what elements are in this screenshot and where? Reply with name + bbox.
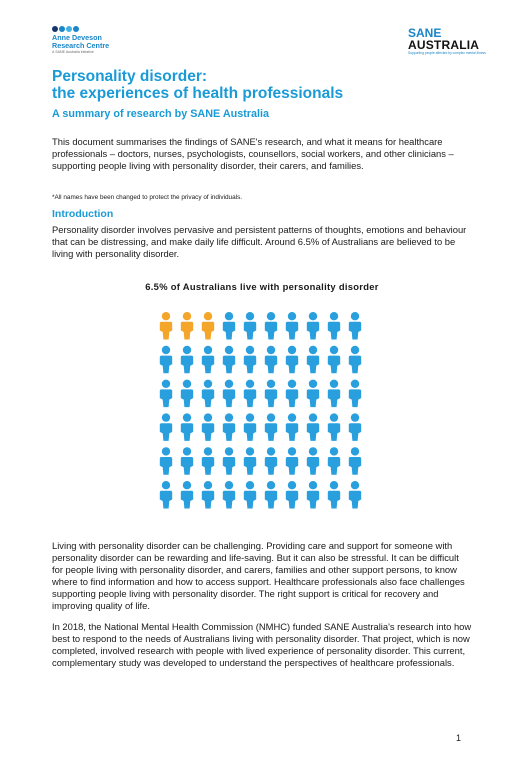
pictogram-title: 6.5% of Australians live with personality disorder: [145, 281, 379, 292]
people-pictogram: [159, 312, 369, 517]
person-icon: [349, 312, 361, 340]
person-icon: [328, 312, 340, 340]
person-icon: [349, 413, 361, 441]
intro-paragraph: This document summarises the findings of SANE's research, and what it means for healthcare professionals – doctors, nurses, psychologists, counsellors, social workers, and other clinicians – supporting people living with personality disorder, their carers, and families.: [52, 136, 454, 171]
person-icon: [223, 447, 235, 475]
research-2018-paragraph: In 2018, the National Mental Health Commission (NMHC) funded SANE Australia's research into how best to respond to the needs of Australians living with personality disorder. That project, which is now completed, involved research with people with lived experience of personality disorder. This current, complementary study was developed to understand the perspectives of healthcare professionals.: [52, 621, 472, 668]
person-icon: [244, 380, 256, 408]
person-icon: [265, 481, 277, 509]
person-icon: [202, 312, 214, 340]
person-icon: [160, 481, 172, 509]
person-icon: [307, 346, 319, 374]
title-line-1: Personality disorder:: [52, 68, 208, 85]
person-icon: [223, 312, 235, 340]
person-icon: [223, 413, 235, 441]
person-icon: [244, 481, 256, 509]
person-icon: [181, 380, 193, 408]
person-icon: [160, 312, 172, 340]
person-icon: [265, 380, 277, 408]
person-icon: [181, 413, 193, 441]
person-icon: [307, 413, 319, 441]
title-line-2: the experiences of health professionals: [52, 85, 344, 102]
person-icon: [286, 481, 298, 509]
person-icon: [160, 413, 172, 441]
person-icon: [286, 413, 298, 441]
person-icon: [223, 380, 235, 408]
person-icon: [202, 481, 214, 509]
introduction-paragraph: Personality disorder involves pervasive and persistent patterns of thoughts, emotions and behaviour that can be distressing, and make daily life difficult. Around 6.5% of Australians are believed to be living with personality disorder.: [52, 224, 467, 259]
person-icon: [223, 481, 235, 509]
adrc-logo: [52, 26, 109, 55]
person-icon: [244, 413, 256, 441]
person-icon: [349, 380, 361, 408]
person-icon: [244, 312, 256, 340]
page-number: 1: [456, 733, 462, 743]
adrc-tagline: A SANE Australia initiative: [52, 50, 94, 54]
person-icon: [265, 413, 277, 441]
person-icon: [181, 346, 193, 374]
person-icon: [328, 413, 340, 441]
person-icon: [328, 346, 340, 374]
person-icon: [244, 346, 256, 374]
person-icon: [160, 447, 172, 475]
person-icon: [349, 346, 361, 374]
adrc-dots-icon: [52, 26, 109, 32]
person-icon: [286, 380, 298, 408]
sane-logo-line2: AUSTRALIA: [408, 38, 480, 52]
person-icon: [307, 380, 319, 408]
challenges-paragraph: Living with personality disorder can be challenging. Providing care and support for someone with personality disorder can be rewarding and life-saving. But it can also be stressful. It can be difficult for people living with personality disorder, and carers, families and other support persons, to know where to find information and how to access support. Healthcare professionals also face challenges supporting people living with personality disorder. The right support is critical for recovery and improving quality of life.: [52, 540, 465, 611]
person-icon: [307, 447, 319, 475]
sane-logo-line1: SANE: [408, 26, 442, 40]
sane-australia-logo: [408, 28, 486, 55]
person-icon: [286, 447, 298, 475]
person-icon: [328, 447, 340, 475]
person-icon: [307, 481, 319, 509]
person-icon: [265, 312, 277, 340]
adrc-name-line1: Anne Deveson: [52, 33, 102, 42]
person-icon: [202, 413, 214, 441]
adrc-name-line2: Research Centre: [52, 41, 110, 50]
person-icon: [181, 312, 193, 340]
person-icon: [202, 380, 214, 408]
person-icon: [307, 312, 319, 340]
person-icon: [265, 346, 277, 374]
person-icon: [328, 481, 340, 509]
person-icon: [181, 481, 193, 509]
person-icon: [349, 481, 361, 509]
person-icon: [286, 312, 298, 340]
page-header: [0, 0, 524, 62]
person-icon: [328, 380, 340, 408]
person-icon: [286, 346, 298, 374]
person-icon: [202, 346, 214, 374]
person-icon: [160, 346, 172, 374]
person-icon: [223, 346, 235, 374]
footnote: *All names have been changed to protect the privacy of individuals.: [52, 194, 243, 201]
sane-tagline: Supporting people affected by complex mental illness: [408, 51, 486, 55]
document-title: [52, 68, 343, 102]
person-icon: [202, 447, 214, 475]
person-icon: [244, 447, 256, 475]
person-icon: [181, 447, 193, 475]
document-subtitle: A summary of research by SANE Australia: [52, 108, 270, 120]
person-icon: [160, 380, 172, 408]
person-icon: [265, 447, 277, 475]
person-icon: [349, 447, 361, 475]
introduction-heading: Introduction: [52, 208, 114, 220]
